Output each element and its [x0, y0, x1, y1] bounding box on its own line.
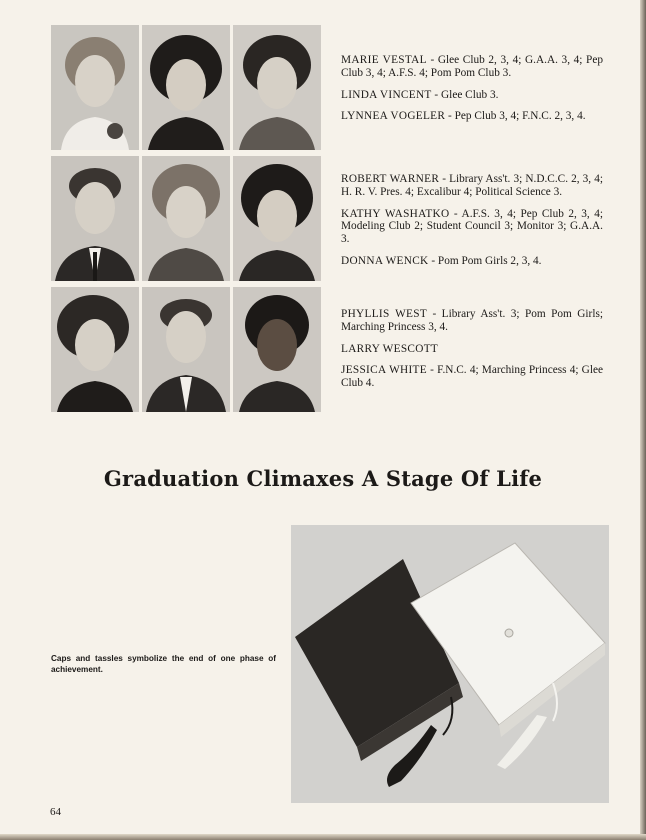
caption-group — [341, 173, 603, 277]
caption-entry — [341, 208, 603, 246]
portrait-photo — [142, 287, 230, 412]
student-name: KATHY WASHATKO — [341, 207, 450, 220]
student-activities: - A.F.S. 3, 4; Pep Club 2, 3, 4; Modeling Club 2; Student Council 3; Monitor 3; G.A.A. 3. — [341, 207, 603, 246]
portrait-photo — [142, 156, 230, 281]
student-name: JESSICA WHITE — [341, 364, 427, 377]
portrait-photo — [233, 156, 321, 281]
caption-entry — [341, 364, 603, 390]
caption-entry — [341, 255, 603, 268]
student-name: ROBERT WARNER — [341, 173, 440, 185]
student-activities: - Glee Club 2, 3, 4; G.A.A. 3, 4; Pep Club 3, 4; A.F.S. 4; Pom Pom Club 3. — [341, 54, 603, 79]
caption-entry — [341, 54, 603, 80]
student-activities: - Library Ass't. 3; N.D.C.C. 2, 3, 4; H. R. V. Pres. 4; Excalibur 4; Political Science 3. — [341, 173, 603, 198]
student-name: LINDA VINCENT — [341, 88, 432, 101]
portrait-grid — [51, 25, 321, 412]
caption-group — [341, 54, 603, 132]
caption-entry — [341, 343, 603, 356]
page-number: 64 — [50, 806, 61, 818]
student-name: MARIE VESTAL — [341, 54, 427, 66]
student-activities: - Pep Club 3, 4; F.N.C. 2, 3, 4. — [445, 110, 586, 123]
page-edge — [640, 0, 646, 840]
caption-entry — [341, 110, 603, 123]
graduation-caps-photo — [291, 525, 609, 803]
student-activities: - Pom Pom Girls 2, 3, 4. — [428, 254, 542, 267]
caption-entry — [341, 89, 603, 102]
caption-entry — [341, 173, 603, 199]
portrait-photo — [51, 156, 139, 281]
student-name: LYNNEA VOGELER — [341, 110, 446, 123]
section-headline: Graduation Climaxes A Stage Of Life — [103, 466, 543, 492]
photo-caption: Caps and tassles symbolize the end of one phase of achievement. — [51, 654, 276, 675]
caption-entry — [341, 308, 603, 334]
student-activities: - Glee Club 3. — [431, 88, 499, 101]
portrait-photo — [142, 25, 230, 150]
portrait-photo — [51, 287, 139, 412]
portrait-photo — [51, 25, 139, 150]
portrait-photo — [233, 25, 321, 150]
page-edge — [0, 834, 646, 840]
student-activities: - F.N.C. 4; Marching Princess 4; Glee Club 4. — [341, 364, 604, 390]
student-name: DONNA WENCK — [341, 254, 429, 267]
caption-group — [341, 308, 603, 399]
student-name: PHYLLIS WEST — [341, 308, 428, 320]
student-name: LARRY WESCOTT — [341, 342, 439, 355]
portrait-photo — [233, 287, 321, 412]
student-activities: - Library Ass't. 3; Pom Pom Girls; Marching Princess 3, 4. — [341, 308, 603, 333]
